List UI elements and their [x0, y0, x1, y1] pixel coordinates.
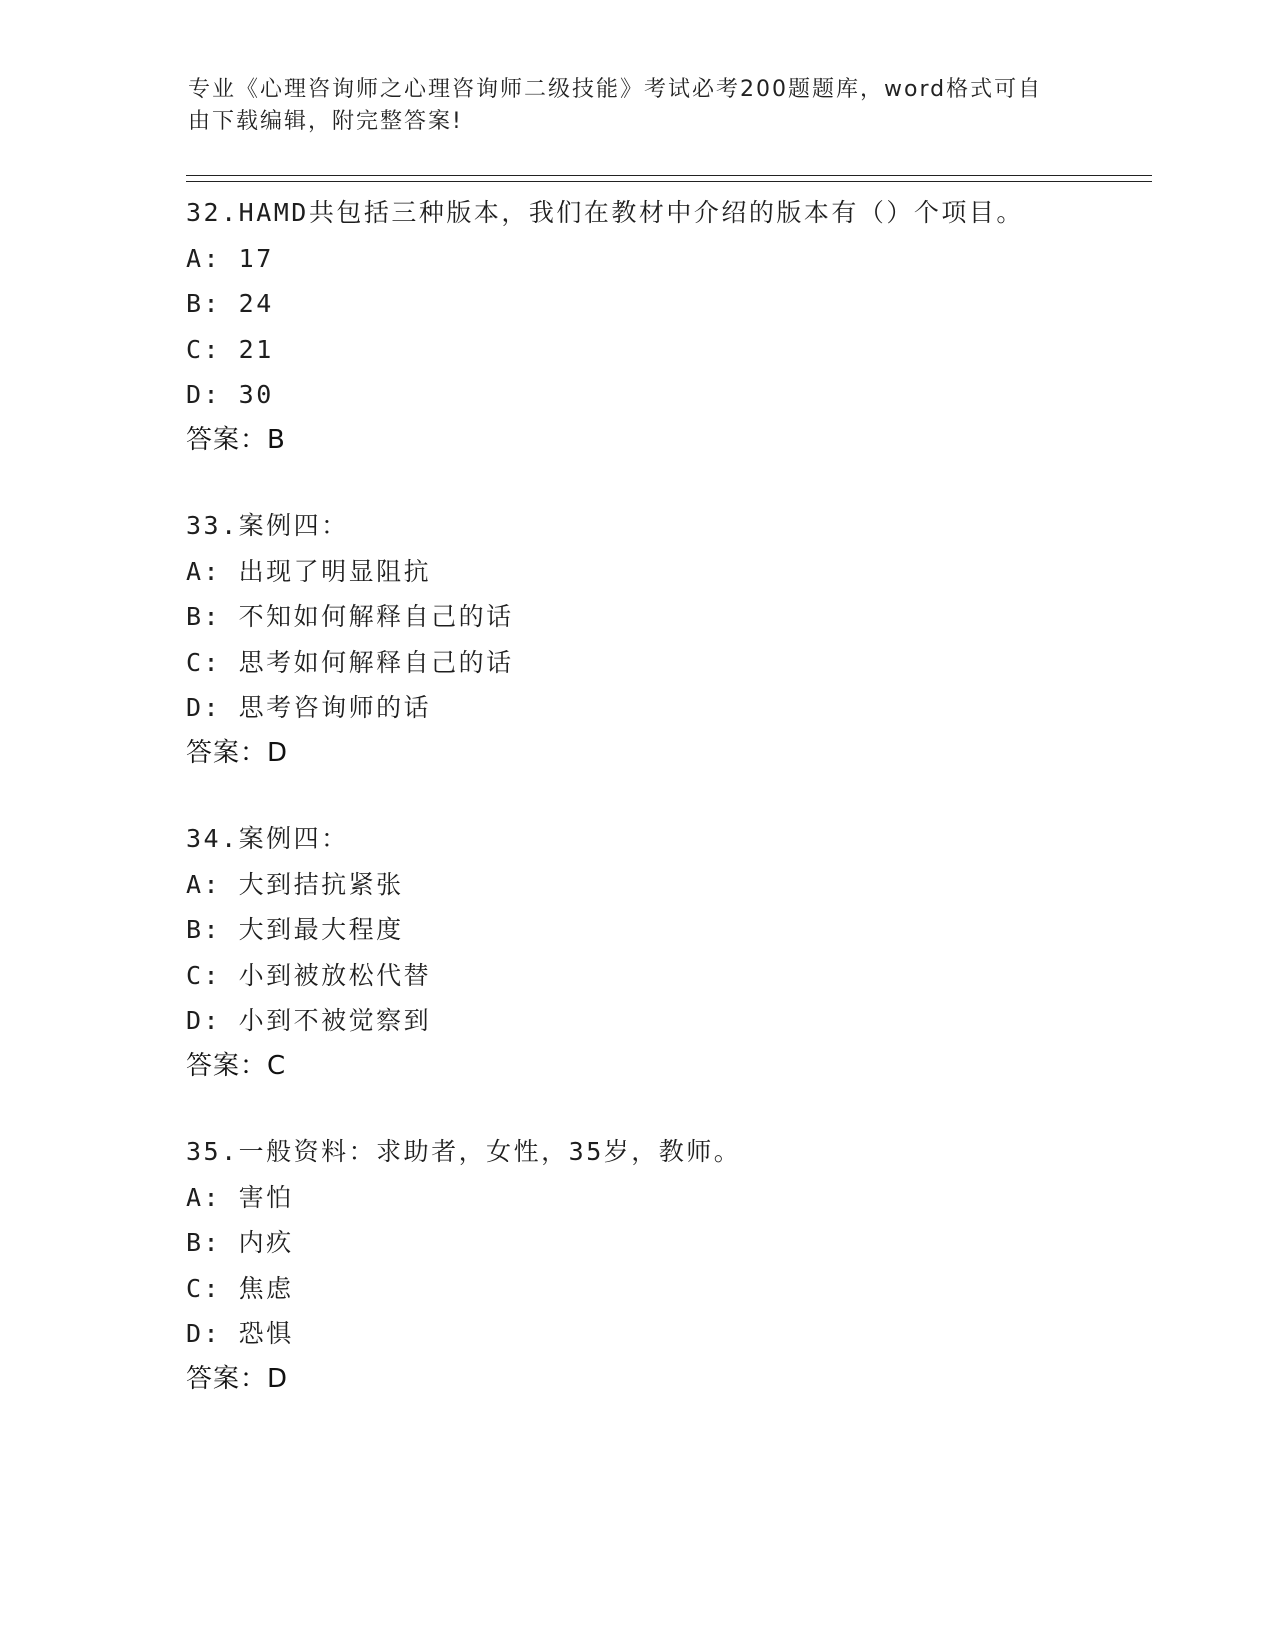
- option-d: [186, 685, 1152, 731]
- option-label: B:: [186, 1228, 222, 1257]
- option-text: 17: [238, 243, 274, 273]
- option-text: 大到最大程度: [238, 915, 404, 944]
- option-label: A:: [186, 869, 222, 899]
- question-stem: [186, 503, 1152, 549]
- option-text: 焦虑: [238, 1273, 294, 1303]
- question-number: 32.: [186, 198, 239, 227]
- option-c: [186, 1266, 1152, 1312]
- option-a: [186, 236, 1152, 282]
- question-35: [186, 1129, 1152, 1402]
- option-label: B:: [186, 602, 222, 631]
- header-line-2: 由下载编辑，附完整答案!: [188, 109, 463, 134]
- option-label: D:: [186, 1319, 222, 1348]
- header-divider-bottom: [186, 181, 1152, 182]
- question-number: 33.: [186, 511, 239, 540]
- option-a: [186, 862, 1152, 908]
- answer-line: 答案：D: [186, 1363, 289, 1394]
- option-a: [186, 1175, 1152, 1221]
- option-label: B:: [186, 289, 222, 318]
- question-stem: [186, 1129, 1152, 1175]
- option-b: [186, 1220, 1152, 1266]
- question-number: 35.: [186, 1137, 239, 1166]
- option-text: 小到不被觉察到: [238, 1006, 432, 1035]
- option-label: B:: [186, 915, 222, 944]
- option-label: A:: [186, 1182, 222, 1212]
- header-divider-top: [186, 175, 1152, 176]
- answer-line: 答案：B: [186, 424, 286, 455]
- option-text: 不知如何解释自己的话: [238, 602, 514, 631]
- answer-line: 答案：C: [186, 1050, 287, 1081]
- question-list: [186, 190, 1152, 1402]
- option-text: 思考如何解释自己的话: [238, 647, 514, 677]
- header-line-1: 专业《心理咨询师之心理咨询师二级技能》考试必考200题题库，word格式可自: [188, 77, 1043, 102]
- option-d: [186, 372, 1152, 418]
- option-b: [186, 594, 1152, 640]
- option-label: D:: [186, 1006, 222, 1035]
- question-text: 案例四：: [238, 511, 349, 540]
- option-a: [186, 549, 1152, 595]
- option-label: A:: [186, 243, 222, 273]
- option-label: C:: [186, 647, 222, 677]
- question-number: 34.: [186, 824, 239, 853]
- option-text: 大到拮抗紧张: [238, 869, 404, 899]
- option-text: 21: [238, 334, 274, 364]
- option-text: 30: [238, 380, 274, 409]
- option-c: [186, 327, 1152, 373]
- option-text: 内疚: [238, 1228, 294, 1257]
- question-32: [186, 190, 1152, 463]
- answer-line: 答案：D: [186, 737, 289, 768]
- question-text: 一般资料：求助者，女性，35岁，教师。: [238, 1137, 742, 1166]
- option-text: 出现了明显阻抗: [238, 556, 432, 586]
- option-d: [186, 1311, 1152, 1357]
- question-33: [186, 503, 1152, 776]
- option-text: 24: [238, 289, 274, 318]
- option-b: [186, 907, 1152, 953]
- option-label: C:: [186, 960, 222, 990]
- option-d: [186, 998, 1152, 1044]
- option-label: D:: [186, 693, 222, 722]
- document-header: [188, 74, 1078, 138]
- question-stem: [186, 190, 1152, 236]
- option-label: D:: [186, 380, 222, 409]
- option-b: [186, 281, 1152, 327]
- option-c: [186, 953, 1152, 999]
- question-text: 案例四：: [238, 824, 349, 853]
- option-text: 害怕: [238, 1182, 294, 1212]
- option-text: 恐惧: [238, 1319, 294, 1348]
- option-label: C:: [186, 1273, 222, 1303]
- question-stem: [186, 816, 1152, 862]
- question-34: [186, 816, 1152, 1089]
- option-c: [186, 640, 1152, 686]
- option-text: 思考咨询师的话: [238, 693, 432, 722]
- option-label: C:: [186, 334, 222, 364]
- question-text: HAMD共包括三种版本，我们在教材中介绍的版本有（）个项目。: [238, 198, 1024, 227]
- option-label: A:: [186, 556, 222, 586]
- option-text: 小到被放松代替: [238, 960, 432, 990]
